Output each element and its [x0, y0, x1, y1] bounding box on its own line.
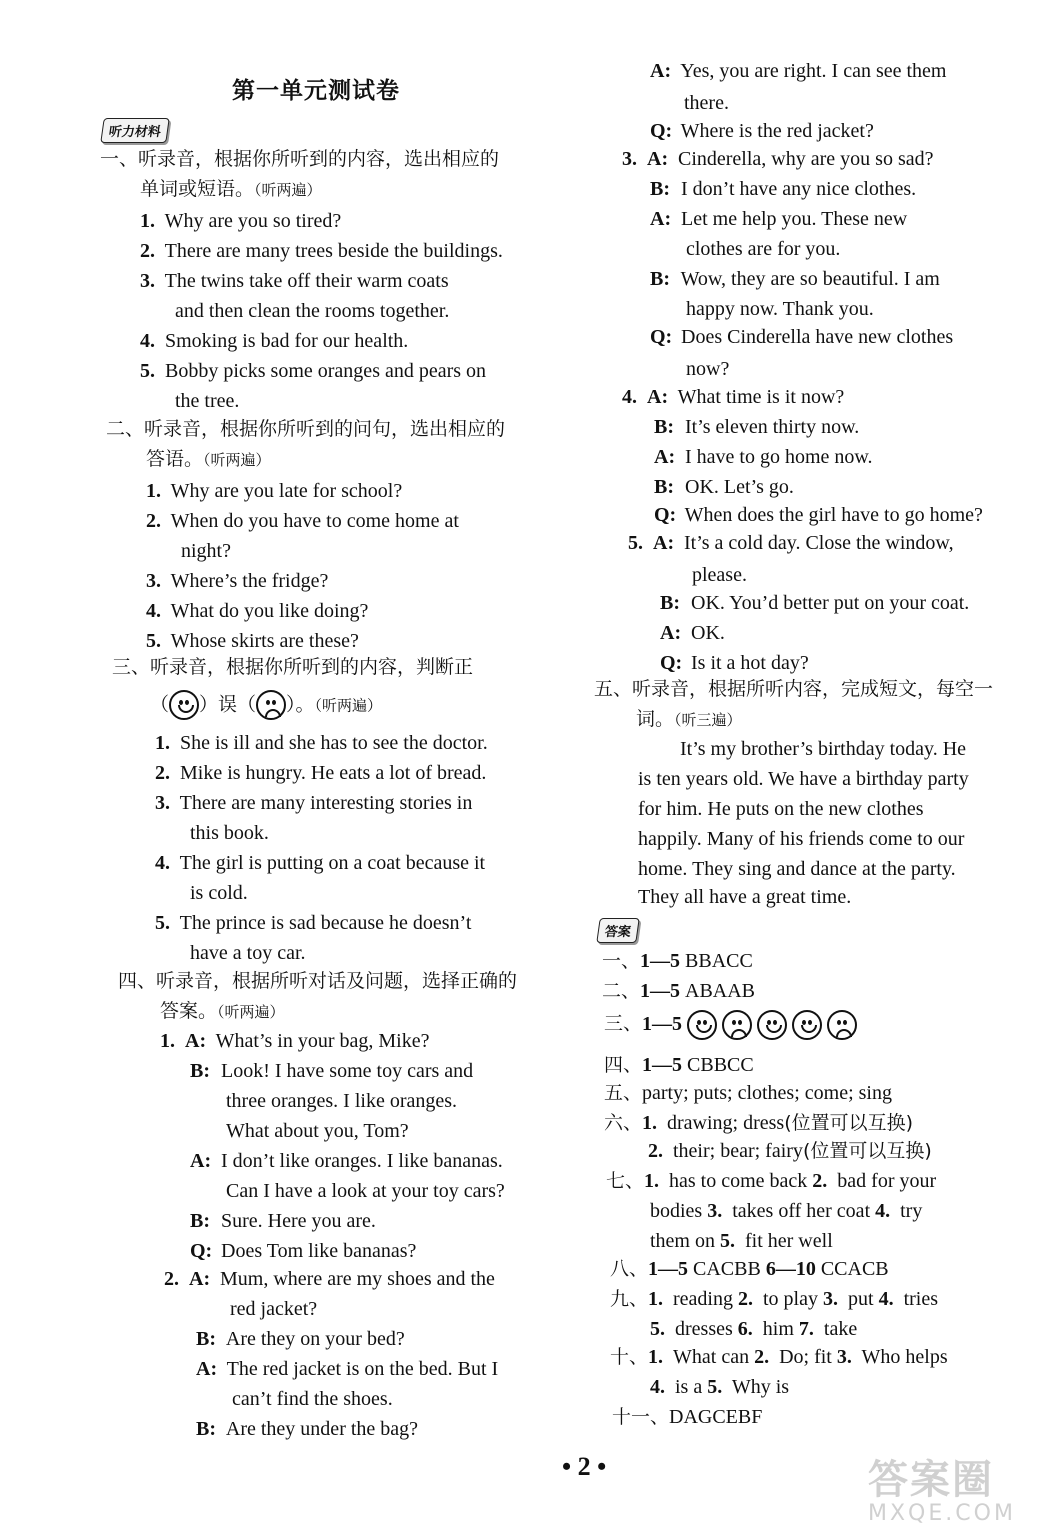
- line-text: 词。: [636, 708, 675, 730]
- answers-tag: 答案: [596, 918, 640, 943]
- speaker-label: A:: [185, 1030, 207, 1052]
- line-text: Yes, you are right. I can see them: [676, 60, 947, 82]
- right-text-line: [660, 650, 809, 676]
- item-number: 4.: [140, 330, 155, 352]
- line-text: there.: [684, 92, 729, 114]
- line-text: OK. You’d better put on your coat.: [686, 592, 970, 614]
- line-text: They all have a great time.: [638, 886, 852, 908]
- left-text-line: [190, 1238, 416, 1264]
- speaker-label: A:: [190, 1150, 212, 1172]
- item-number: 6—10: [765, 1258, 816, 1280]
- line-text: Mum, where are my shoes and the: [215, 1268, 495, 1290]
- item-number: 1.: [648, 1346, 664, 1368]
- line-text: have a toy car.: [190, 942, 306, 964]
- line-text: Where’s the fridge?: [166, 570, 329, 592]
- right-text-line: [604, 1010, 857, 1040]
- left-text-line: [190, 1148, 503, 1174]
- line-text: bad for your: [832, 1170, 937, 1192]
- line-text: The twins take off their warm coats: [160, 270, 449, 292]
- speaker-label: Q:: [654, 504, 677, 526]
- right-text-line: [610, 1286, 938, 1312]
- left-text-line: [155, 730, 488, 756]
- left-text-line: [146, 478, 402, 504]
- line-text: 四、听录音，根据所听对话及问题，选择正确的: [118, 970, 518, 992]
- item-number: 2.: [140, 240, 155, 262]
- right-text-line: [650, 1374, 789, 1400]
- line-text: There are many interesting stories in: [175, 792, 473, 814]
- left-text-line: [140, 358, 486, 384]
- left-text-line: [164, 1266, 495, 1292]
- item-number: 1.: [160, 1030, 175, 1052]
- speaker-label: B:: [650, 178, 670, 200]
- line-text: The girl is putting on a coat because it: [175, 852, 486, 874]
- left-text-line: [190, 1208, 376, 1234]
- item-number: 5.: [720, 1230, 735, 1252]
- line-text: this book.: [190, 822, 269, 844]
- line-text: It’s eleven thirty now.: [680, 416, 860, 438]
- right-text-line: [610, 1256, 889, 1282]
- item-number: 1.: [146, 480, 161, 502]
- line-text: Why is: [727, 1376, 790, 1398]
- line-text: There are many trees beside the buildings.: [160, 240, 503, 262]
- line-text: DAGCEBF: [669, 1406, 763, 1428]
- item-number: 3.: [140, 270, 155, 292]
- speaker-label: A:: [650, 208, 672, 230]
- line-text: can’t find the shoes.: [232, 1388, 393, 1410]
- line-text: happily. Many of his friends come to our: [638, 828, 965, 850]
- line-text: 答语。: [146, 448, 204, 470]
- line-text: It’s a cold day. Close the window,: [679, 532, 954, 554]
- line-text: ）误（: [199, 693, 257, 716]
- line-text: Are they on your bed?: [222, 1328, 405, 1350]
- left-text-line: [226, 1088, 457, 1114]
- right-text-line: [622, 146, 933, 172]
- right-text-line: [650, 266, 940, 292]
- item-number: 5.: [140, 360, 155, 382]
- right-text-line: [654, 414, 859, 440]
- line-text: BBACC: [680, 950, 753, 972]
- right-text-line: [686, 296, 874, 322]
- line-text: Smoking is bad for our health.: [160, 330, 409, 352]
- line-text: What’s in your bag, Mike?: [211, 1030, 430, 1052]
- sad-face-icon: [256, 690, 286, 720]
- speaker-label: A:: [654, 446, 676, 468]
- item-number: 3.: [707, 1200, 723, 1222]
- left-text-line: [140, 328, 408, 354]
- line-text: 十一、: [612, 1406, 670, 1428]
- line-text: 单词或短语。: [140, 178, 255, 200]
- watermark-text: 答案圈: [868, 1457, 994, 1503]
- line-text: home. They sing and dance at the party.: [638, 858, 956, 880]
- line-text: （听两遍）: [314, 696, 383, 715]
- line-text: 七、: [606, 1170, 645, 1192]
- left-text-line: [175, 388, 239, 414]
- line-text: please.: [692, 564, 747, 586]
- line-text: Whose skirts are these?: [166, 630, 359, 652]
- left-text-line: [190, 820, 269, 846]
- left-text-line: [140, 176, 322, 203]
- right-text-line: [660, 590, 969, 616]
- item-number: 5.: [146, 630, 161, 652]
- item-number: 6.: [737, 1318, 753, 1340]
- item-number: 3.: [836, 1346, 852, 1368]
- line-text: Can I have a look at your toy cars?: [226, 1180, 505, 1202]
- line-text: Wow, they are so beautiful. I am: [676, 268, 940, 290]
- right-text-line: [606, 1168, 936, 1194]
- item-number: 1.: [644, 1170, 660, 1192]
- line-text: Does Cinderella have new clothes: [676, 326, 954, 348]
- item-number: 3.: [823, 1288, 838, 1310]
- right-text-line: [686, 356, 729, 382]
- item-number: 1.: [155, 732, 170, 754]
- line-text: Why are you so tired?: [160, 210, 342, 232]
- item-number: 2.: [155, 762, 170, 784]
- line-text: 一、: [602, 950, 641, 972]
- listening-material-tag: 听力材料: [100, 118, 170, 143]
- speaker-label: B:: [190, 1210, 210, 1232]
- line-text: Cinderella, why are you so sad?: [673, 148, 934, 170]
- left-text-line: [190, 940, 306, 966]
- right-text-line: [654, 474, 794, 500]
- left-text-line: [146, 598, 368, 624]
- item-number: 5.: [628, 532, 643, 554]
- item-number: 3.: [155, 792, 170, 814]
- watermark-url: MXQE.COM: [868, 1501, 1016, 1526]
- right-text-line: [650, 1198, 922, 1224]
- right-text-line: [654, 444, 873, 470]
- left-text-line: [100, 146, 499, 172]
- item-number: 1.: [642, 1112, 658, 1134]
- right-text-line: [638, 796, 924, 822]
- item-number: 2.: [754, 1346, 770, 1368]
- right-text-line: [604, 1052, 754, 1078]
- line-text: to play: [758, 1288, 823, 1310]
- line-text: and then clean the rooms together.: [175, 300, 450, 322]
- line-text: 九、: [610, 1288, 649, 1310]
- right-text-line: [638, 766, 969, 792]
- left-text-line: [196, 1416, 418, 1442]
- item-number: 7.: [798, 1318, 814, 1340]
- line-text: red jacket?: [230, 1298, 318, 1320]
- line-text: 四、: [604, 1054, 643, 1076]
- line-text: happy now. Thank you.: [686, 298, 874, 320]
- right-text-line: [650, 206, 907, 232]
- line-text: take: [818, 1318, 858, 1340]
- right-text-line: [650, 1228, 833, 1254]
- speaker-label: A:: [196, 1358, 218, 1380]
- left-text-line: [190, 1058, 473, 1084]
- item-number: 5.: [650, 1318, 665, 1340]
- line-text: （: [150, 693, 170, 716]
- left-text-line: [146, 568, 328, 594]
- item-number: 5.: [155, 912, 170, 934]
- speaker-label: B:: [650, 268, 670, 290]
- item-number: 2.: [738, 1288, 753, 1310]
- line-text: Bobby picks some oranges and pears on: [160, 360, 487, 382]
- line-text: three oranges. I like oranges.: [226, 1090, 458, 1112]
- item-number: 2.: [648, 1140, 663, 1162]
- line-text: I have to go home now.: [680, 446, 873, 468]
- left-text-line: [150, 690, 382, 720]
- left-text-line: [226, 1118, 409, 1144]
- right-text-line: [604, 1080, 892, 1106]
- item-number: 5.: [707, 1376, 723, 1398]
- line-text: 五、听录音，根据所听内容，完成短文，每空一: [594, 678, 994, 700]
- line-text: Mike is hungry. He eats a lot of bread.: [175, 762, 487, 784]
- speaker-label: Q:: [650, 120, 673, 142]
- page-title: 第一单元测试卷: [232, 78, 400, 104]
- line-text: now?: [686, 358, 730, 380]
- item-number: 1—5: [640, 980, 681, 1002]
- line-text: Does Tom like bananas?: [216, 1240, 417, 1262]
- line-text: It’s my brother’s birthday today. He: [680, 738, 967, 760]
- right-text-line: [650, 58, 947, 84]
- right-text-line: [604, 1110, 913, 1136]
- item-number: 1.: [140, 210, 155, 232]
- line-text: What do you like doing?: [166, 600, 369, 622]
- item-number: 3.: [622, 148, 637, 170]
- line-text: ）。: [286, 693, 315, 716]
- speaker-label: B:: [654, 476, 674, 498]
- line-text: is cold.: [190, 882, 248, 904]
- line-text: I don’t have any nice clothes.: [676, 178, 917, 200]
- right-text-line: [650, 1316, 857, 1342]
- right-text-line: [638, 856, 956, 882]
- line-text: Is it a hot day?: [686, 652, 809, 674]
- line-text: Are they under the bag?: [222, 1418, 419, 1440]
- line-text: bodies: [650, 1200, 708, 1222]
- left-text-line: [160, 1028, 429, 1054]
- line-text: （听两遍）: [203, 451, 271, 469]
- line-text: 一、听录音，根据你所听到的内容，选出相应的: [100, 148, 500, 170]
- left-text-line: [232, 1386, 393, 1412]
- speaker-label: B:: [660, 592, 680, 614]
- right-text-line: [654, 502, 983, 528]
- left-text-line: [146, 508, 459, 534]
- line-text: clothes are for you.: [686, 238, 841, 260]
- speaker-label: A:: [189, 1268, 211, 1290]
- line-text: the tree.: [175, 390, 240, 412]
- right-text-line: [594, 676, 993, 702]
- right-text-line: [650, 176, 916, 202]
- line-text: is a: [670, 1376, 708, 1398]
- item-number: 1—5: [648, 1258, 689, 1280]
- left-text-line: [155, 850, 485, 876]
- right-text-line: [648, 1138, 932, 1164]
- left-text-line: [181, 538, 231, 564]
- left-text-line: [146, 446, 271, 473]
- line-text: What can: [668, 1346, 755, 1368]
- speaker-label: A:: [653, 532, 675, 554]
- left-text-line: [140, 208, 341, 234]
- line-text: them on: [650, 1230, 720, 1252]
- line-text: try: [895, 1200, 923, 1222]
- left-text-line: [230, 1296, 317, 1322]
- line-text: him: [757, 1318, 799, 1340]
- item-number: 4.: [650, 1376, 665, 1398]
- right-text-line: [636, 706, 742, 733]
- speaker-label: A:: [647, 386, 669, 408]
- line-text: 八、: [610, 1258, 649, 1280]
- right-text-line: [610, 1344, 948, 1370]
- left-text-line: [160, 998, 285, 1025]
- line-text: put: [843, 1288, 879, 1310]
- line-text: 十、: [610, 1346, 649, 1368]
- item-number: 4.: [875, 1200, 891, 1222]
- item-number: 3.: [146, 570, 161, 592]
- speaker-label: Q:: [650, 326, 673, 348]
- speaker-label: A:: [647, 148, 669, 170]
- line-text: 五、: [604, 1082, 643, 1104]
- left-text-line: [106, 416, 505, 442]
- line-text: What time is it now?: [673, 386, 845, 408]
- line-text: Do; fit: [774, 1346, 837, 1368]
- line-text: night?: [181, 540, 231, 562]
- right-text-line: [602, 948, 753, 974]
- left-text-line: [140, 268, 449, 294]
- line-text: 二、听录音，根据你所听到的问句，选出相应的: [106, 418, 506, 440]
- right-text-line: [680, 736, 966, 762]
- speaker-label: Q:: [660, 652, 683, 674]
- left-text-line: [118, 968, 517, 994]
- smiley-face-icon: [792, 1010, 822, 1040]
- line-text: party; puts; clothes; come; sing: [642, 1082, 892, 1104]
- line-text: fit her well: [740, 1230, 833, 1252]
- line-text: Where is the red jacket?: [676, 120, 874, 142]
- line-text: OK. Let’s go.: [680, 476, 794, 498]
- line-text: Let me help you. These new: [676, 208, 908, 230]
- item-number: 4.: [146, 600, 161, 622]
- page-number: • 2 •: [562, 1452, 607, 1481]
- sad-face-icon: [827, 1010, 857, 1040]
- speaker-label: B:: [196, 1328, 216, 1350]
- speaker-label: A:: [650, 60, 672, 82]
- line-text: OK.: [686, 622, 725, 644]
- line-text: ABAAB: [680, 980, 756, 1002]
- speaker-label: A:: [660, 622, 682, 644]
- line-text: (位置可以互换): [784, 1112, 914, 1134]
- line-text: She is ill and she has to see the doctor.: [175, 732, 488, 754]
- item-number: 1—5: [642, 1012, 683, 1035]
- right-text-line: [622, 384, 844, 410]
- line-text: 三、听录音，根据你所听到的内容，判断正: [112, 656, 474, 678]
- line-text: reading: [668, 1288, 738, 1310]
- right-text-line: [628, 530, 954, 556]
- right-text-line: [638, 826, 964, 852]
- item-number: 1.: [648, 1288, 664, 1310]
- item-number: 2.: [812, 1170, 828, 1192]
- speaker-label: B:: [190, 1060, 210, 1082]
- speaker-label: B:: [196, 1418, 216, 1440]
- line-text: When does the girl have to go home?: [680, 504, 983, 526]
- left-text-line: [155, 760, 486, 786]
- left-text-line: [155, 910, 471, 936]
- line-text: drawing; dress: [662, 1112, 785, 1134]
- right-text-line: [638, 884, 851, 910]
- right-text-line: [660, 620, 725, 646]
- left-text-line: [196, 1326, 405, 1352]
- smiley-face-icon: [169, 690, 199, 720]
- left-text-line: [140, 238, 503, 264]
- line-text: 答案。: [160, 1000, 218, 1022]
- line-text: What about you, Tom?: [226, 1120, 409, 1142]
- line-text: dresses: [670, 1318, 738, 1340]
- left-text-line: [226, 1178, 505, 1204]
- smiley-face-icon: [687, 1010, 717, 1040]
- left-text-line: [196, 1356, 498, 1382]
- left-text-line: [112, 654, 473, 680]
- line-text: （听三遍）: [674, 711, 742, 729]
- item-number: 2.: [146, 510, 161, 532]
- line-text: Sure. Here you are.: [216, 1210, 376, 1232]
- right-text-line: [686, 236, 840, 262]
- line-text: Who helps: [856, 1346, 948, 1368]
- line-text: Why are you late for school?: [166, 480, 403, 502]
- line-text: The red jacket is on the bed. But I: [222, 1358, 499, 1380]
- line-text: Look! I have some toy cars and: [216, 1060, 474, 1082]
- line-text: for him. He puts on the new clothes: [638, 798, 924, 820]
- line-text: CACBB: [688, 1258, 766, 1280]
- line-text: CCACB: [815, 1258, 889, 1280]
- line-text: （听两遍）: [254, 181, 322, 199]
- right-text-line: [602, 978, 755, 1004]
- right-text-line: [692, 562, 747, 588]
- smiley-face-icon: [757, 1010, 787, 1040]
- item-number: 4.: [155, 852, 170, 874]
- line-text: has to come back: [664, 1170, 813, 1192]
- line-text: The prince is sad because he doesn’t: [175, 912, 472, 934]
- left-text-line: [175, 298, 449, 324]
- line-text: is ten years old. We have a birthday party: [638, 768, 969, 790]
- line-text: 六、: [604, 1112, 643, 1134]
- item-number: 4.: [878, 1288, 894, 1310]
- line-text: 三、: [604, 1012, 643, 1035]
- line-text: CBBCC: [682, 1054, 754, 1076]
- right-text-line: [684, 90, 729, 116]
- right-text-line: [650, 118, 874, 144]
- item-number: 1—5: [640, 950, 681, 972]
- speaker-label: Q:: [190, 1240, 213, 1262]
- line-text: （听两遍）: [217, 1003, 285, 1021]
- speaker-label: B:: [654, 416, 674, 438]
- line-text: When do you have to come home at: [166, 510, 459, 532]
- item-number: 2.: [164, 1268, 179, 1290]
- line-text: tries: [898, 1288, 938, 1310]
- sad-face-icon: [722, 1010, 752, 1040]
- line-text: (位置可以互换): [802, 1140, 932, 1162]
- left-text-line: [146, 628, 359, 654]
- line-text: 二、: [602, 980, 641, 1002]
- item-number: 1—5: [642, 1054, 683, 1076]
- left-text-line: [190, 880, 248, 906]
- right-text-line: [650, 324, 953, 350]
- item-number: 4.: [622, 386, 637, 408]
- line-text: takes off her coat: [727, 1200, 876, 1222]
- left-text-line: [155, 790, 472, 816]
- line-text: their; bear; fairy: [668, 1140, 803, 1162]
- right-text-line: [612, 1404, 762, 1430]
- watermark-logo: [868, 1448, 1044, 1534]
- line-text: I don’t like oranges. I like bananas.: [216, 1150, 503, 1172]
